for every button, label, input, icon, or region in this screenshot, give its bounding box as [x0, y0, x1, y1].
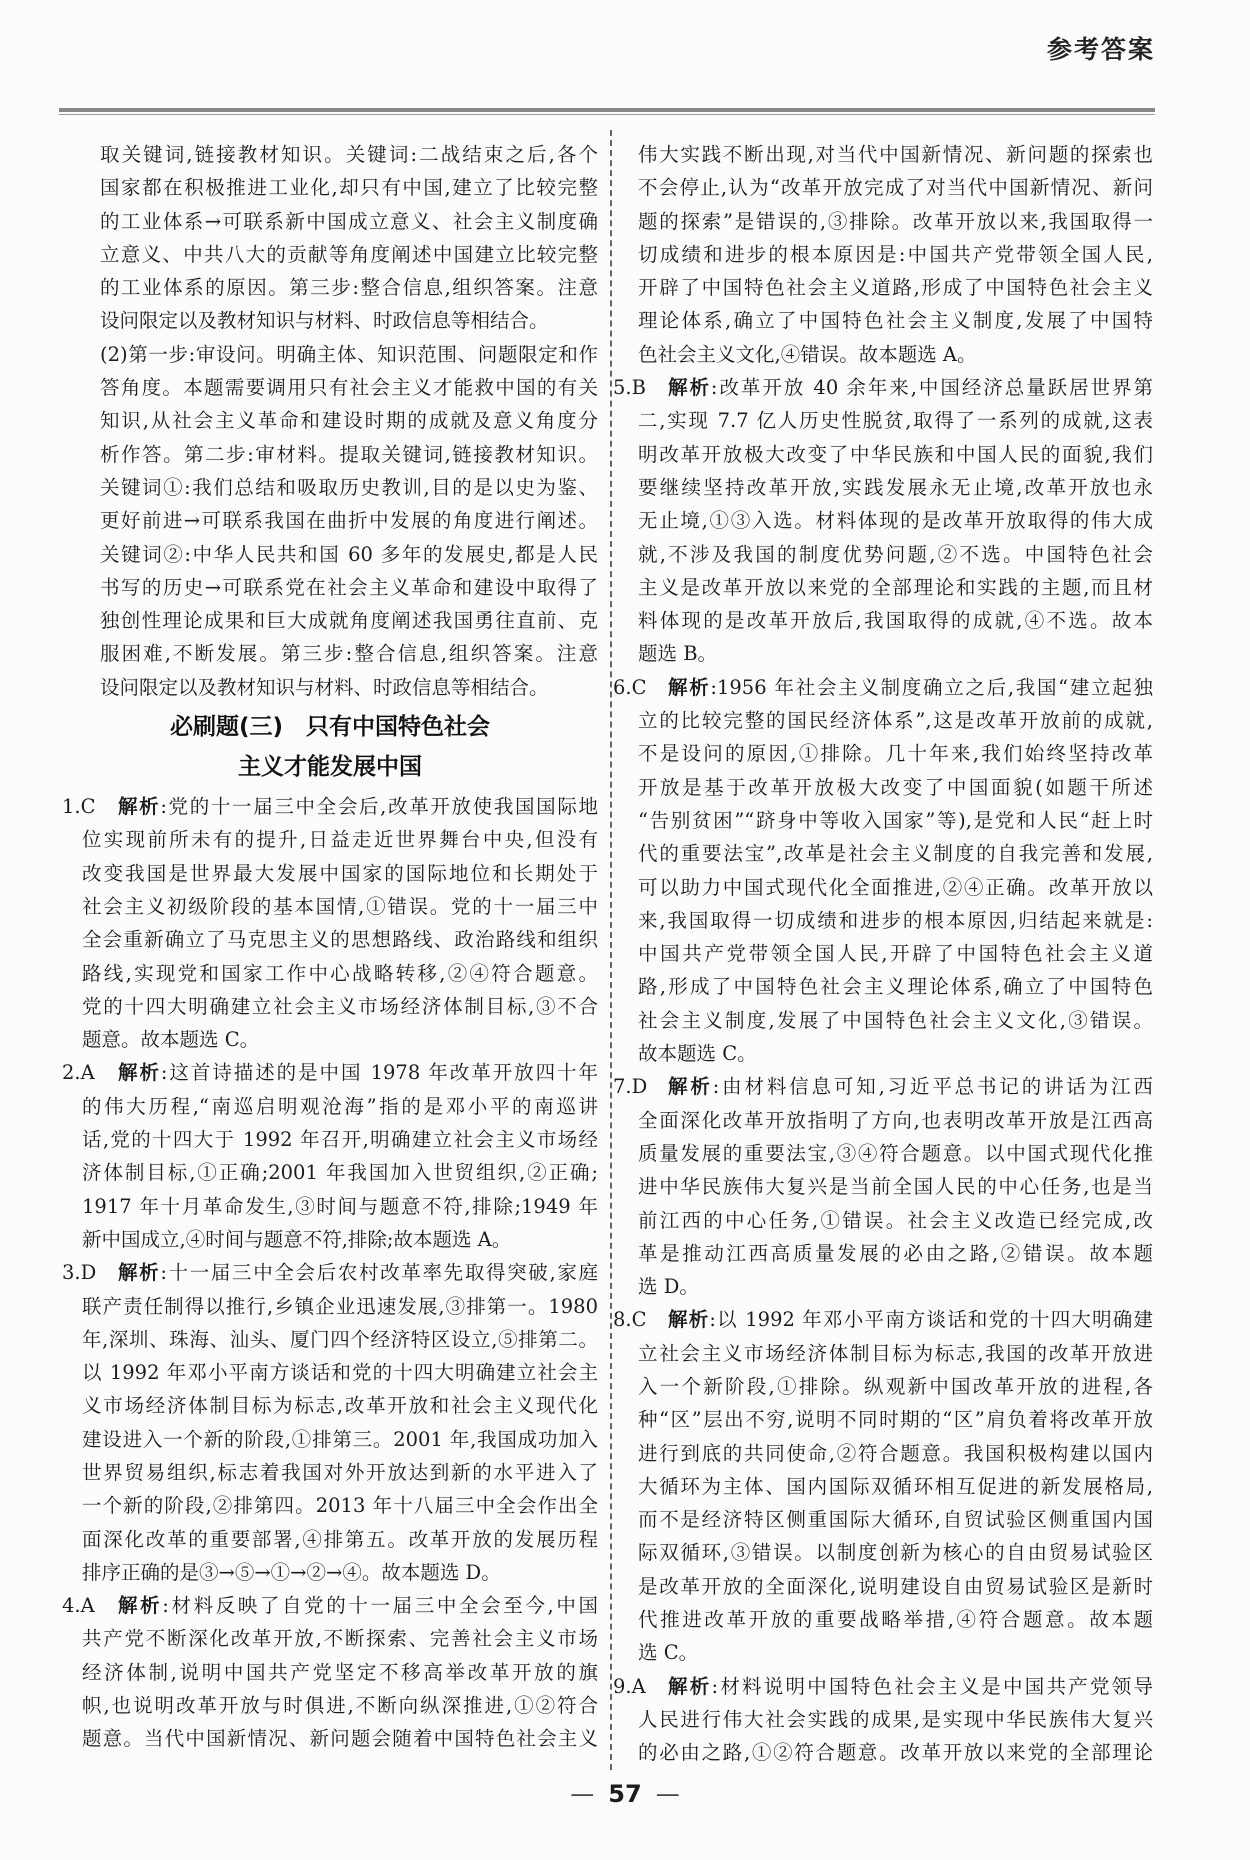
text-line: 关键词①:我们总结和吸取历史教训,目的是以史为鉴、: [100, 475, 598, 499]
text-line: 书写的历史→可联系党在社会主义革命和建设中取得了: [100, 575, 598, 599]
analysis-label: 解析: [118, 1261, 161, 1285]
text-line: 理论体系,确立了中国特色社会主义制度,发展了中国特: [638, 309, 1153, 333]
column-divider: [610, 130, 612, 1770]
text-line: [613, 371, 1153, 404]
section-title-line: 必刷题(三) 只有中国特色社会: [169, 714, 491, 741]
text-line: [62, 790, 598, 823]
answer-item: [613, 371, 1153, 671]
paragraph: [62, 338, 598, 704]
text-line: 党的十四大明确建立社会主义市场经济体制目标,③不合: [82, 994, 598, 1018]
text-line: 是改革开放的全面深化,说明建设自由贸易试验区是新时: [638, 1574, 1153, 1598]
text-line: 的工业体系的原因。第三步:整合信息,组织答案。注意: [100, 276, 598, 300]
text-line: [62, 1056, 598, 1089]
text-line: 更好前进→可联系我国在曲折中发展的角度进行阐述。: [100, 509, 598, 533]
answer-text: :1956 年社会主义制度确立之后,我国“建立起独: [710, 675, 1153, 699]
answer-item: [62, 1056, 598, 1256]
text-line: 联产责任制得以推行,乡镇企业迅速发展,③排第一。1980: [82, 1294, 598, 1318]
text-line: 大循环为主体、国内国际双循环相互促进的新发展格局,: [638, 1474, 1153, 1498]
text-line: 二,实现 7.7 亿人历史性脱贫,取得了一系列的成就,这表: [638, 409, 1153, 433]
text-line: 帜,也说明改革开放与时俱进,不断向纵深推进,①②符合: [82, 1694, 598, 1718]
text-line: 开放是基于改革开放极大改变了中国面貌(如题干所述: [638, 775, 1153, 799]
answer-text: :十一届三中全会后农村改革率先取得突破,家庭: [160, 1261, 598, 1285]
answer-item: [613, 1670, 1153, 1770]
page-number: [0, 1780, 1250, 1808]
text-line: 一个新的阶段,②排第四。2013 年十八届三中全会作出全: [82, 1494, 598, 1518]
text-line: 不是设问的原因,①排除。几十年来,我们始终坚持改革: [638, 742, 1153, 766]
text-line: 位实现前所未有的提升,日益走近世界舞台中央,但没有: [82, 828, 598, 852]
text-line: [613, 1070, 1153, 1103]
text-line: 国家都在积极推进工业化,却只有中国,建立了比较完整: [100, 176, 598, 200]
text-line: 共产党不断深化改革开放,不断探索、完善社会主义市场: [82, 1627, 598, 1651]
text-line: 质量发展的重要法宝,③④符合题意。以中国式现代化推: [638, 1141, 1153, 1165]
text-line: “告别贫困”“跻身中等收入国家”等),是党和人民“赶上时: [638, 808, 1153, 832]
text-line: 路线,实现党和国家工作中心战略转移,②④符合题意。: [82, 961, 598, 985]
text-line: 题意。当代中国新情况、新问题会随着中国特色社会主义: [82, 1727, 598, 1751]
text-line: 全面深化改革开放指明了方向,也表明改革开放是江西高: [638, 1108, 1153, 1132]
text-line: 代推进改革开放的重要战略举措,④符合题意。故本题: [638, 1608, 1153, 1632]
text-line: 不会停止,认为“改革开放完成了对当代中国新情况、新问: [638, 176, 1153, 200]
answer-number: 8.C: [613, 1308, 647, 1332]
text-line: 要继续坚持改革开放,实践发展永无止境,改革开放也永: [638, 475, 1153, 499]
text-line: 料体现的是改革开放后,我国取得的成就,④不选。故本: [638, 609, 1153, 633]
text-line: 明改革开放极大改变了中华民族和中国人民的面貌,我们: [638, 442, 1153, 466]
analysis-label: 解析: [118, 1061, 161, 1085]
answer-number: 6.C: [613, 675, 647, 699]
text-line: 人民进行伟大社会实践的成果,是实现中华民族伟大复兴: [638, 1707, 1153, 1731]
text-line: 话,党的十四大于 1992 年召开,明确建立社会主义市场经: [82, 1128, 598, 1152]
analysis-label: 解析: [668, 675, 711, 699]
text-line: 选 C。: [638, 1641, 699, 1665]
paragraph: [613, 138, 1153, 371]
text-line: 独创性理论成果和巨大成就角度阐述我国勇往直前、克: [100, 609, 598, 633]
answer-item: [613, 1303, 1153, 1669]
text-line: 而不是经济特区侧重国际大循环,自贸试验区侧重国内国: [638, 1508, 1153, 1532]
text-line: 前江西的中心任务,①错误。社会主义改造已经完成,改: [638, 1208, 1153, 1232]
left-column: [62, 138, 598, 1756]
text-line: 题选 B。: [638, 642, 718, 666]
text-line: (2)第一步:审设问。明确主体、知识范围、问题限定和作: [100, 342, 598, 366]
text-line: [613, 671, 1153, 704]
section-title-line: 主义才能发展中国: [238, 754, 422, 781]
text-line: 的工业体系→可联系新中国成立意义、社会主义制度确: [100, 209, 598, 233]
text-line: [62, 1256, 598, 1289]
text-line: 析作答。第二步:审材料。提取关键词,链接教材知识。: [100, 442, 598, 466]
text-line: 以 1992 年邓小平南方谈话和党的十四大明确建立社会主: [82, 1361, 598, 1385]
text-line: 革是推动江西高质量发展的必由之路,②错误。故本题: [638, 1241, 1153, 1265]
header-rule: [59, 108, 1155, 112]
text-line: 1917 年十月革命发生,③时间与题意不符,排除;1949 年: [82, 1194, 598, 1218]
text-line: 题的探索”是错误的,③排除。改革开放以来,我国取得一: [638, 209, 1153, 233]
answer-item: [613, 671, 1153, 1071]
text-line: 立的比较完整的国民经济体系”,这是改革开放前的成就,: [638, 709, 1153, 733]
section-title: [62, 704, 598, 790]
text-line: 选 D。: [638, 1275, 699, 1299]
header-title: 参考答案: [1046, 35, 1155, 64]
page-number-value: 57: [608, 1780, 642, 1808]
text-line: 取关键词,链接教材知识。关键词:二战结束之后,各个: [100, 143, 598, 166]
text-line: [62, 1589, 598, 1622]
text-line: 世界贸易组织,标志着我国对外开放达到新的水平进入了: [82, 1460, 598, 1484]
text-line: 来,我国取得一切成绩和进步的根本原因,归结起来就是:: [638, 908, 1153, 932]
text-line: 切成绩和进步的根本原因是:中国共产党带领全国人民,: [638, 242, 1153, 266]
answer-number: 7.D: [613, 1075, 648, 1099]
answer-text: :以 1992 年邓小平南方谈话和党的十四大明确建: [709, 1308, 1153, 1332]
analysis-label: 解析: [668, 1674, 712, 1698]
text-line: 主义是改革开放以来党的全部理论和实践的主题,而且材: [638, 575, 1153, 599]
text-line: 进中华民族伟大复兴是当前全国人民的中心任务,也是当: [638, 1175, 1153, 1199]
text-line: 就,不涉及我国的制度优势问题,②不选。中国特色社会: [638, 542, 1153, 566]
answer-text: :这首诗描述的是中国 1978 年改革开放四十年: [160, 1061, 598, 1085]
text-line: 年,深圳、珠海、汕头、厦门四个经济特区设立,⑤排第二。: [82, 1327, 598, 1351]
text-line: [613, 1303, 1153, 1336]
answer-item: [62, 790, 598, 1056]
text-line: 代的重要法宝”,改革是社会主义制度的自我完善和发展,: [638, 842, 1153, 866]
analysis-label: 解析: [668, 1075, 713, 1099]
text-line: 伟大实践不断出现,对当代中国新情况、新问题的探索也: [638, 143, 1153, 166]
text-line: 新中国成立,④时间与题意不符,排除;故本题选 A。: [82, 1227, 512, 1251]
text-line: 社会主义初级阶段的基本国情,①错误。党的十一届三中: [82, 894, 598, 918]
text-line: [613, 1670, 1153, 1703]
answer-text: :改革开放 40 余年来,中国经济总量跃居世界第: [710, 376, 1153, 400]
text-line: 路,形成了中国特色社会主义理论体系,确立了中国特色: [638, 975, 1153, 999]
text-line: 立意义、中共八大的贡献等角度阐述中国建立比较完整: [100, 242, 598, 266]
text-line: 服困难,不断发展。第三步:整合信息,组织答案。注意: [100, 642, 598, 666]
text-line: 面深化改革的重要部署,④排第五。改革开放的发展历程: [82, 1527, 598, 1551]
answer-number: 4.A: [62, 1594, 95, 1618]
right-column: [613, 138, 1153, 1770]
text-line: 可以助力中国式现代化全面推进,②④正确。改革开放以: [638, 875, 1153, 899]
answer-number: 2.A: [62, 1061, 95, 1085]
answer-item: [62, 1256, 598, 1589]
paragraph: [62, 138, 598, 338]
text-line: 关键词②:中华人民共和国 60 多年的发展史,都是人民: [100, 542, 598, 566]
answer-number: 5.B: [613, 376, 646, 400]
text-line: 开辟了中国特色社会主义道路,形成了中国特色社会主义: [638, 276, 1153, 300]
answer-number: 3.D: [62, 1261, 97, 1285]
page-number-dash: —: [655, 1780, 680, 1808]
text-line: 色社会主义文化,④错误。故本题选 A。: [638, 342, 977, 366]
text-line: 题意。故本题选 C。: [82, 1028, 260, 1052]
text-line: 经济体制,说明中国共产党坚定不移高举改革开放的旗: [82, 1660, 598, 1684]
text-line: 全会重新确立了马克思主义的思想路线、政治路线和组织: [82, 928, 598, 952]
header-rule-thin: [59, 114, 1155, 115]
text-line: 设问限定以及教材知识与材料、时政信息等相结合。: [100, 675, 549, 699]
text-line: 故本题选 C。: [638, 1042, 757, 1066]
text-line: 入一个新阶段,①排除。纵观新中国改革开放的进程,各: [638, 1374, 1153, 1398]
answer-number: 9.A: [613, 1674, 646, 1698]
text-line: 进行到底的共同使命,②符合题意。我国积极构建以国内: [638, 1441, 1153, 1465]
text-line: 立社会主义市场经济体制目标为标志,我国的改革开放进: [638, 1341, 1153, 1365]
text-line: 种“区”层出不穷,说明不同时期的“区”肩负着将改革开放: [638, 1408, 1153, 1432]
answer-text: :由材料信息可知,习近平总书记的讲话为江西: [712, 1075, 1153, 1099]
analysis-label: 解析: [668, 376, 711, 400]
answer-item: [613, 1070, 1153, 1303]
answer-text: :材料说明中国特色社会主义是中国共产党领导: [711, 1674, 1153, 1698]
page-number-dash: —: [570, 1780, 595, 1808]
answer-number: 1.C: [62, 795, 96, 819]
text-line: 设问限定以及教材知识与材料、时政信息等相结合。: [100, 309, 549, 333]
text-line: 的必由之路,①②符合题意。改革开放以来党的全部理论: [638, 1741, 1153, 1765]
text-line: 社会主义制度,发展了中国特色社会主义文化,③错误。: [638, 1008, 1153, 1032]
text-line: 的伟大历程,“南巡启明观沧海”指的是邓小平的南巡讲: [82, 1094, 598, 1118]
text-line: 建设进入一个新的阶段,①排第三。2001 年,我国成功加入: [82, 1427, 598, 1451]
text-line: 济体制目标,①正确;2001 年我国加入世贸组织,②正确;: [82, 1161, 598, 1185]
text-line: 改变我国是世界最大发展中国家的国际地位和长期处于: [82, 861, 598, 885]
analysis-label: 解析: [668, 1308, 710, 1332]
answer-item: [62, 1589, 598, 1755]
analysis-label: 解析: [118, 1594, 163, 1618]
text-line: 中国共产党带领全国人民,开辟了中国特色社会主义道: [638, 942, 1153, 966]
text-line: 排序正确的是③→⑤→①→②→④。故本题选 D。: [82, 1560, 501, 1584]
text-line: 无止境,①③入选。材料体现的是改革开放取得的伟大成: [638, 509, 1153, 533]
analysis-label: 解析: [118, 795, 161, 819]
text-line: 知识,从社会主义革命和建设时期的成就及意义角度分: [100, 409, 598, 433]
text-line: 答角度。本题需要调用只有社会主义才能救中国的有关: [100, 376, 598, 400]
text-line: 际双循环,③错误。以制度创新为核心的自由贸易试验区: [638, 1541, 1153, 1565]
text-line: 义市场经济体制目标为标志,改革开放和社会主义现代化: [82, 1394, 598, 1418]
answer-text: :党的十一届三中全会后,改革开放使我国国际地: [160, 795, 598, 819]
answer-text: :材料反映了自党的十一届三中全会至今,中国: [162, 1594, 598, 1618]
